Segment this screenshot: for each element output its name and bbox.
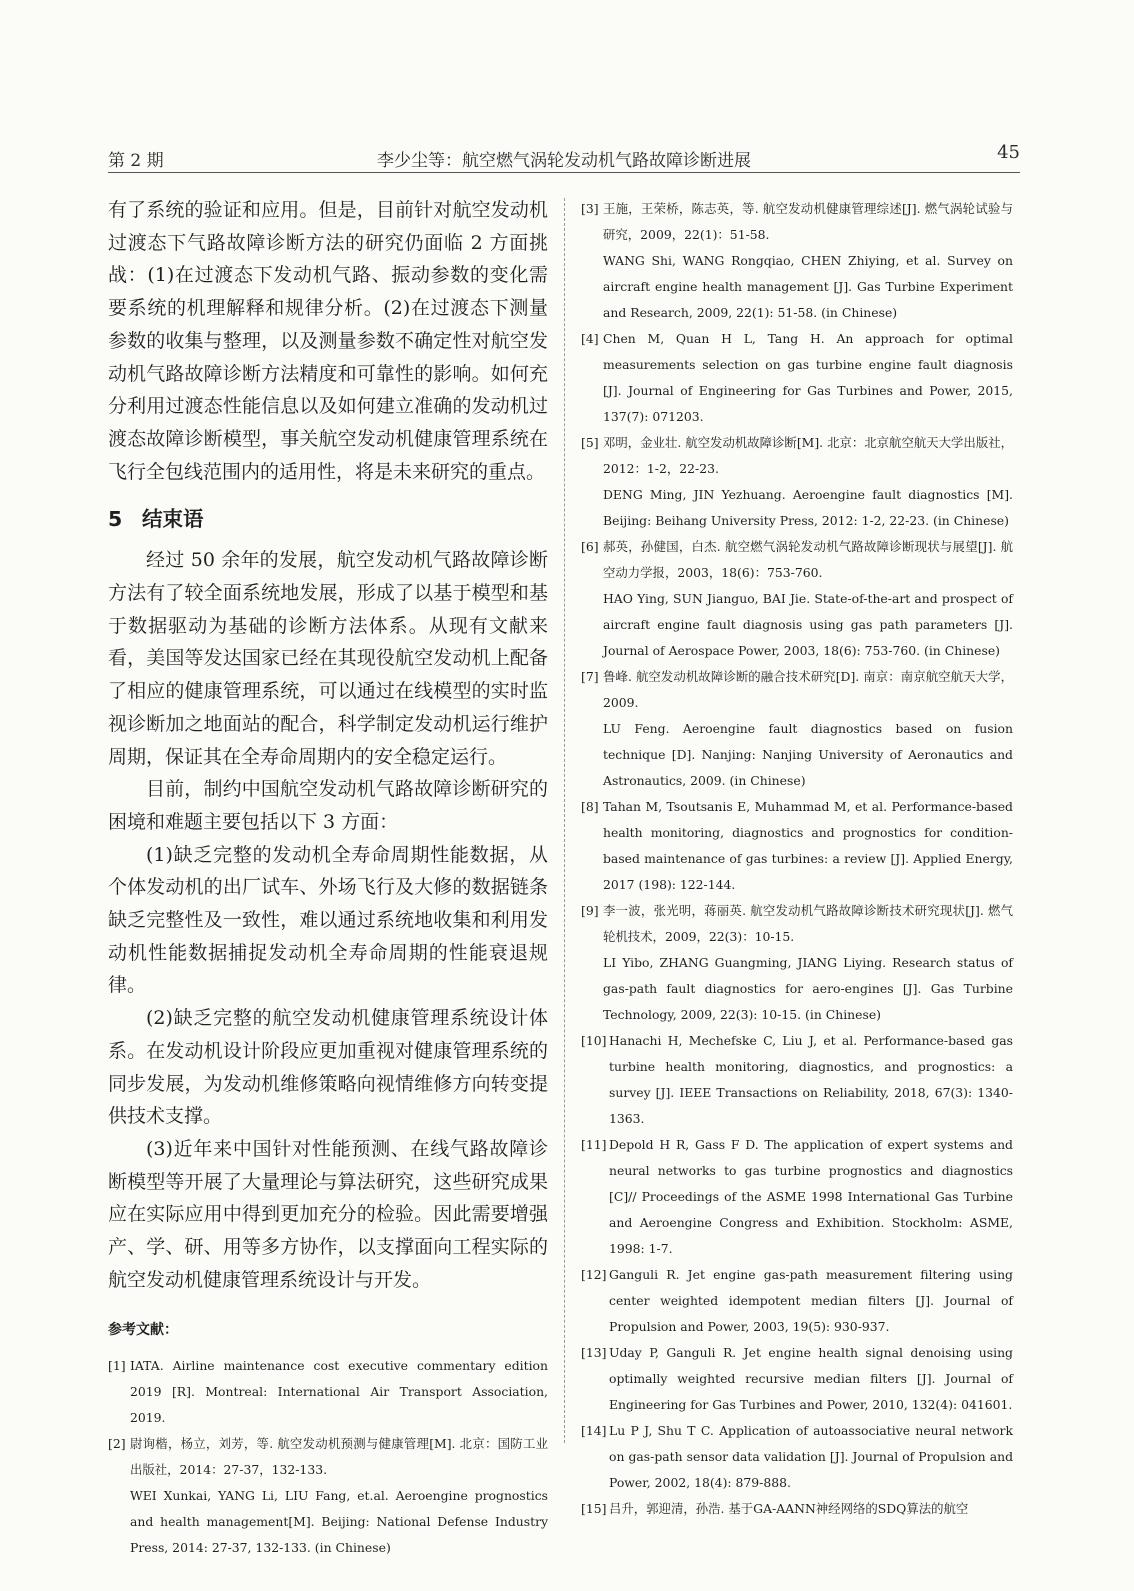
reference-number: [13]: [581, 1345, 607, 1360]
reference-item: [581, 1340, 1013, 1418]
reference-item: [581, 664, 1013, 794]
column-divider: [564, 198, 565, 1443]
reference-english: DENG Ming, JIN Yezhuang. Aeroengine fault diagnostics [M]. Beijing: Beihang University Press, 2012: 1-2, 22-23. (in Chinese): [603, 487, 1013, 528]
reference-text: Lu P J, Shu T C. Application of autoassociative neural network on gas-path sensor data validation [J]. Journal of Propulsion and Power, 2002, 18(4): 879-888.: [609, 1423, 1013, 1490]
reference-text: Hanachi H, Mechefske C, Liu J, et al. Performance-based gas turbine health monitoring, diagnostics, and prognostics: a survey [J]. IEEE Transactions on Reliability, 2018, 67(3): 1340-1363.: [609, 1033, 1013, 1126]
section-number: 5: [108, 507, 123, 532]
reference-number: [14]: [581, 1423, 607, 1438]
reference-item: [581, 794, 1013, 898]
reference-item: [581, 1028, 1013, 1132]
paragraph: (3)近年来中国针对性能预测、在线气路故障诊断模型等开展了大量理论与算法研究，这些研究成果应在实际应用中得到更加充分的检验。因此需要增强产、学、研、用等多方协作，以支撑面向工程实际的航空发动机健康管理系统设计与开发。: [108, 1137, 548, 1291]
paragraph: (2)缺乏完整的航空发动机健康管理系统设计体系。在发动机设计阶段应更加重视对健康管理系统的同步发展，为发动机维修策略向视情维修方向转变提供技术支撑。: [108, 1007, 548, 1128]
reference-text: Chen M, Quan H L, Tang H. An approach for optimal measurements selection on gas turbine engine fault diagnosis [J]. Journal of Engineering for Gas Turbines and Power, 2015, 137(7): 071203.: [603, 331, 1013, 424]
reference-text: 郝英，孙健国，白杰. 航空燃气涡轮发动机气路故障诊断现状与展望[J]. 航空动力学报，2003，18(6)：753-760.: [603, 539, 1013, 580]
reference-number: [8]: [581, 799, 599, 814]
reference-list-left: [108, 1353, 548, 1561]
reference-text: IATA. Airline maintenance cost executive commentary edition 2019 [R]. Montreal: International Air Transport Association, 2019.: [130, 1357, 548, 1425]
reference-text: 吕升，郭迎清，孙浩. 基于GA-AANN神经网络的SDQ算法的航空: [609, 1501, 969, 1516]
reference-text: 李一波，张光明，蒋丽英. 航空发动机气路故障诊断技术研究现状[J]. 燃气轮机技术，2009，22(3)：10-15.: [603, 903, 1013, 944]
reference-item: [108, 1353, 548, 1431]
reference-text: 王施，王荣桥，陈志英，等. 航空发动机健康管理综述[J]. 燃气涡轮试验与研究，2009，22(1)：51-58.: [603, 201, 1013, 242]
reference-item: [581, 196, 1013, 326]
reference-english: LI Yibo, ZHANG Guangming, JIANG Liying. Research status of gas-path fault diagnostics for aero-engines [J]. Gas Turbine Technology, 2009, 22(3): 10-15. (in Chinese): [603, 955, 1013, 1022]
reference-english: LU Feng. Aeroengine fault diagnostics based on fusion technique [D]. Nanjing: Nanjing University of Aeronautics and Astronautics, 2009. (in Chinese): [603, 721, 1013, 788]
reference-number: [10]: [581, 1033, 607, 1048]
reference-number: [3]: [581, 201, 599, 216]
reference-text: Tahan M, Tsoutsanis E, Muhammad M, et al. Performance-based health monitoring, diagnostics and prognostics for condition-based maintenance of gas turbines: a review [J]. Applied Energy, 2017 (198): 122-144.: [603, 799, 1013, 892]
reference-number: [5]: [581, 435, 599, 450]
reference-number: [9]: [581, 903, 599, 918]
reference-item: [581, 326, 1013, 430]
section-heading: [108, 504, 548, 534]
reference-english: WANG Shi, WANG Rongqiao, CHEN Zhiying, et al. Survey on aircraft engine health management [J]. Gas Turbine Experiment and Research, 2009, 22(1): 51-58. (in Chinese): [603, 253, 1013, 320]
reference-item: [108, 1431, 548, 1561]
paragraph: (1)缺乏完整的发动机全寿命周期性能数据，从个体发动机的出厂试车、外场飞行及大修的数据链条缺乏完整性及一致性，难以通过系统地收集和利用发动机性能数据捕捉发动机全寿命周期的性能衰退规律。: [108, 843, 548, 997]
reference-english: HAO Ying, SUN Jianguo, BAI Jie. State-of-the-art and prospect of aircraft engine fault diagnosis using gas path parameters [J]. Journal of Aerospace Power, 2003, 18(6): 753-760. (in Chinese): [603, 591, 1013, 658]
reference-text: Ganguli R. Jet engine gas-path measurement filtering using center weighted idempotent median filters [J]. Journal of Propulsion and Power, 2003, 19(5): 930-937.: [609, 1267, 1013, 1334]
reference-number: [15]: [581, 1501, 607, 1516]
reference-item: [581, 1262, 1013, 1340]
reference-text: 鲁峰. 航空发动机故障诊断的融合技术研究[D]. 南京：南京航空航天大学，2009.: [603, 669, 1013, 710]
running-title: 李少尘等：航空燃气涡轮发动机气路故障诊断进展: [377, 151, 751, 171]
left-column: [108, 194, 548, 1561]
right-column-references: [581, 196, 1013, 1522]
reference-text: Uday P, Ganguli R. Jet engine health signal denoising using optimally weighted recursive median filters [J]. Journal of Engineering for Gas Turbines and Power, 2010, 132(4): 041601.: [609, 1345, 1013, 1412]
reference-text: 邓明，金业壮. 航空发动机故障诊断[M]. 北京：北京航空航天大学出版社，2012：1-2，22-23.: [603, 435, 1013, 476]
page-number: 45: [997, 142, 1020, 163]
reference-number: [4]: [581, 331, 599, 346]
reference-text: 尉询楷，杨立，刘芳，等. 航空发动机预测与健康管理[M]. 北京：国防工业出版社，2014：27-37，132-133.: [130, 1435, 548, 1477]
reference-number: [1]: [108, 1357, 126, 1373]
references-title: 参考文献：: [108, 1321, 178, 1338]
reference-english: WEI Xunkai, YANG Li, LIU Fang, et.al. Aeroengine prognostics and health management[M]. Beijing: National Defense Industry Press, 2014: 27-37, 132-133. (in Chinese): [130, 1487, 548, 1555]
reference-item: [581, 1132, 1013, 1262]
reference-number: [7]: [581, 669, 599, 684]
running-header: [108, 142, 1020, 172]
header-rule: [108, 172, 1020, 173]
reference-number: [12]: [581, 1267, 607, 1282]
section-title: 结束语: [142, 507, 204, 532]
reference-item: [581, 1496, 1013, 1522]
reference-number: [6]: [581, 539, 599, 554]
issue-label: 第 2 期: [108, 151, 164, 171]
paragraph: 经过 50 余年的发展，航空发动机气路故障诊断方法有了较全面系统地发展，形成了以基于模型和基于数据驱动为基础的诊断方法体系。从现有文献来看，美国等发达国家已经在其现役航空发动机上配备了相应的健康管理系统，可以通过在线模型的实时监视诊断加之地面站的配合，科学制定发动机运行维护周期，保证其在全寿命周期内的安全稳定运行。: [108, 549, 548, 768]
reference-text: Depold H R, Gass F D. The application of expert systems and neural networks to gas turbine prognostics and diagnostics [C]// Proceedings of the ASME 1998 International Gas Turbine and Aeroengine Congress and Exhibition. Stockholm: ASME, 1998: 1-7.: [609, 1137, 1013, 1256]
reference-number: [11]: [581, 1137, 607, 1152]
reference-number: [2]: [108, 1435, 126, 1451]
paragraph: 目前，制约中国航空发动机气路故障诊断研究的困境和难题主要包括以下 3 方面：: [108, 778, 548, 833]
reference-item: [581, 1418, 1013, 1496]
reference-item: [581, 430, 1013, 534]
paragraph-continued: 有了系统的验证和应用。但是，目前针对航空发动机过渡态下气路故障诊断方法的研究仍面临 2 方面挑战：(1)在过渡态下发动机气路、振动参数的变化需要系统的机理解释和规律分析。(2)在过渡态下测量参数的收集与整理，以及测量参数不确定性对航空发动机气路故障诊断方法精度和可靠性的影响。如何充分利用过渡态性能信息以及如何建立准确的发动机过渡态故障诊断模型，事关航空发动机健康管理系统在飞行全包线范围内的适用性，将是未来研究的重点。: [108, 199, 548, 483]
reference-item: [581, 898, 1013, 1028]
reference-item: [581, 534, 1013, 664]
